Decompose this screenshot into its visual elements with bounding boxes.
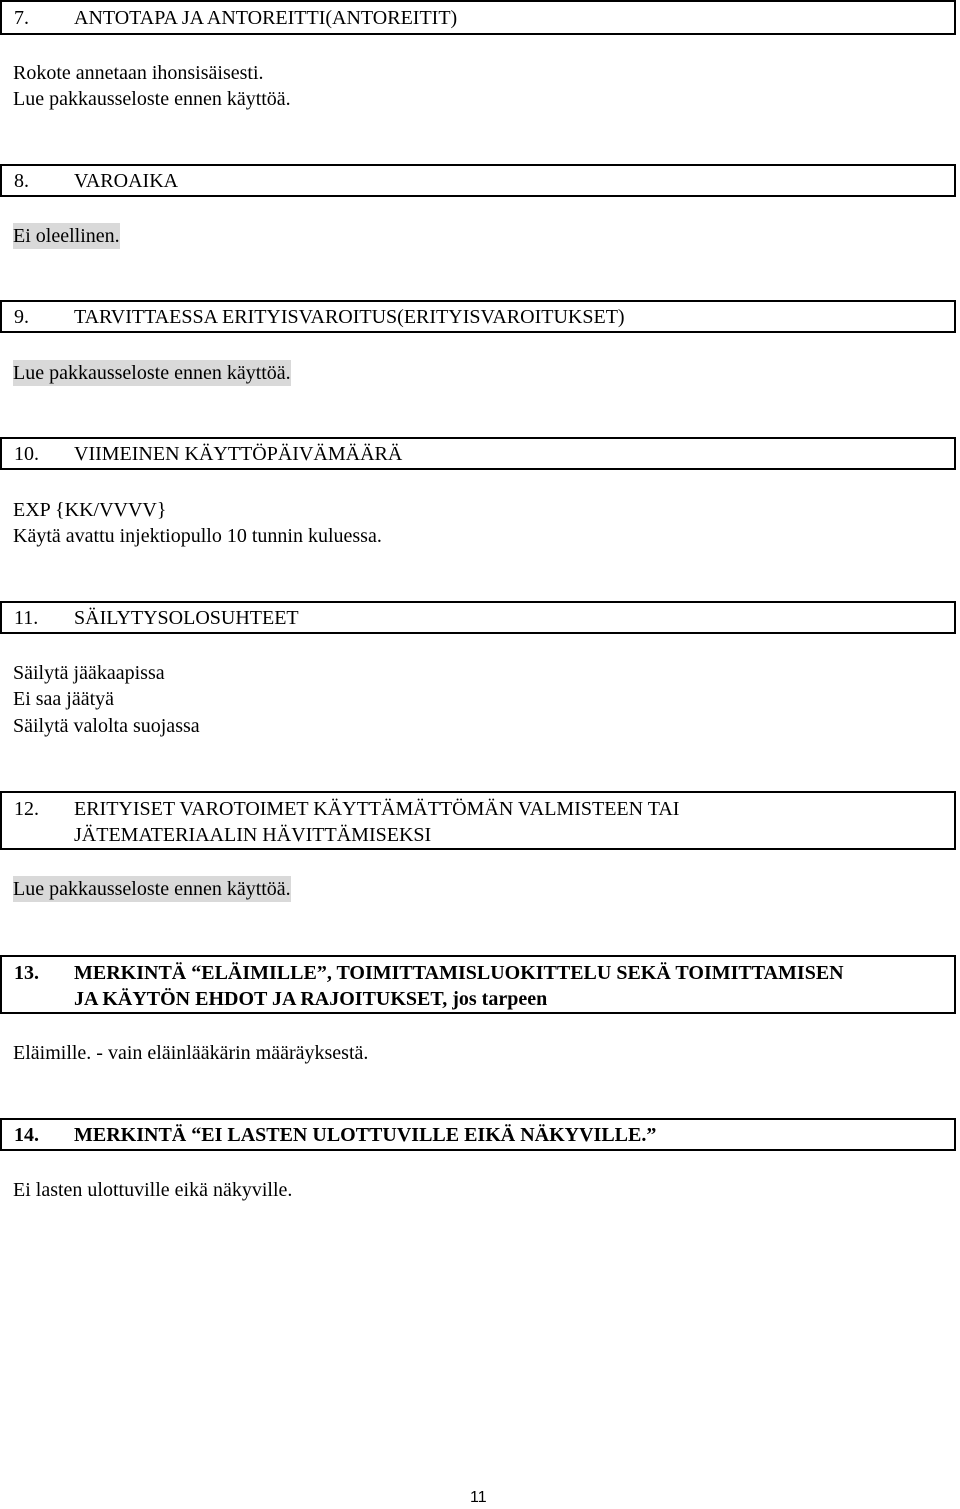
section-10-line-2: Käytä avattu injektiopullo 10 tunnin kuluessa. [13, 525, 382, 547]
section-12-line-1: Lue pakkausseloste ennen käyttöä. [13, 878, 291, 900]
section-8-title: VAROAIKA [74, 170, 179, 192]
section-7-number: 7. [14, 7, 29, 29]
section-13-title-line-1: MERKINTÄ “ELÄIMILLE”, TOIMITTAMISLUOKITTELU SEKÄ TOIMITTAMISEN [74, 962, 844, 984]
section-14-title: MERKINTÄ “EI LASTEN ULOTTUVILLE EIKÄ NÄKYVILLE.” [74, 1124, 657, 1146]
section-11-title: SÄILYTYSOLOSUHTEET [74, 607, 299, 629]
section-11-header [0, 601, 956, 634]
page-number: 11 [470, 1489, 487, 1506]
section-14-number: 14. [14, 1124, 39, 1146]
section-12-number: 12. [14, 798, 39, 820]
section-10-number: 10. [14, 443, 39, 465]
section-8-number: 8. [14, 170, 29, 192]
section-8-line-1: Ei oleellinen. [13, 225, 120, 247]
section-11-line-2: Ei saa jäätyä [13, 688, 115, 710]
section-9-line-1: Lue pakkausseloste ennen käyttöä. [13, 362, 291, 384]
section-14-header [0, 1118, 956, 1151]
section-13-header [0, 955, 956, 1014]
section-10-header [0, 437, 956, 470]
section-7-title: ANTOTAPA JA ANTOREITTI(ANTOREITIT) [74, 7, 458, 29]
section-7-header [0, 0, 956, 35]
section-13-number: 13. [14, 962, 39, 984]
section-12-header [0, 791, 956, 850]
section-9-title: TARVITTAESSA ERITYISVAROITUS(ERITYISVAROITUKSET) [74, 306, 625, 328]
section-7-line-1: Rokote annetaan ihonsisäisesti. [13, 62, 264, 84]
section-9-header [0, 300, 956, 333]
section-12-title-line-2: JÄTEMATERIAALIN HÄVITTÄMISEKSI [74, 824, 432, 846]
section-13-line-1: Eläimille. - vain eläinlääkärin määräyksestä. [13, 1042, 369, 1064]
section-14-line-1: Ei lasten ulottuville eikä näkyville. [13, 1179, 293, 1201]
section-9-number: 9. [14, 306, 29, 328]
section-7-line-2: Lue pakkausseloste ennen käyttöä. [13, 88, 291, 110]
section-13-title-line-2: JA KÄYTÖN EHDOT JA RAJOITUKSET, jos tarpeen [74, 988, 548, 1010]
section-10-line-1: EXP {KK/VVVV} [13, 499, 167, 521]
section-10-title: VIIMEINEN KÄYTTÖPÄIVÄMÄÄRÄ [74, 443, 403, 465]
section-12-title-line-1: ERITYISET VAROTOIMET KÄYTTÄMÄTTÖMÄN VALMISTEEN TAI [74, 798, 680, 820]
section-11-number: 11. [14, 607, 39, 629]
section-11-line-1: Säilytä jääkaapissa [13, 662, 165, 684]
section-8-header [0, 164, 956, 197]
section-11-line-3: Säilytä valolta suojassa [13, 715, 200, 737]
